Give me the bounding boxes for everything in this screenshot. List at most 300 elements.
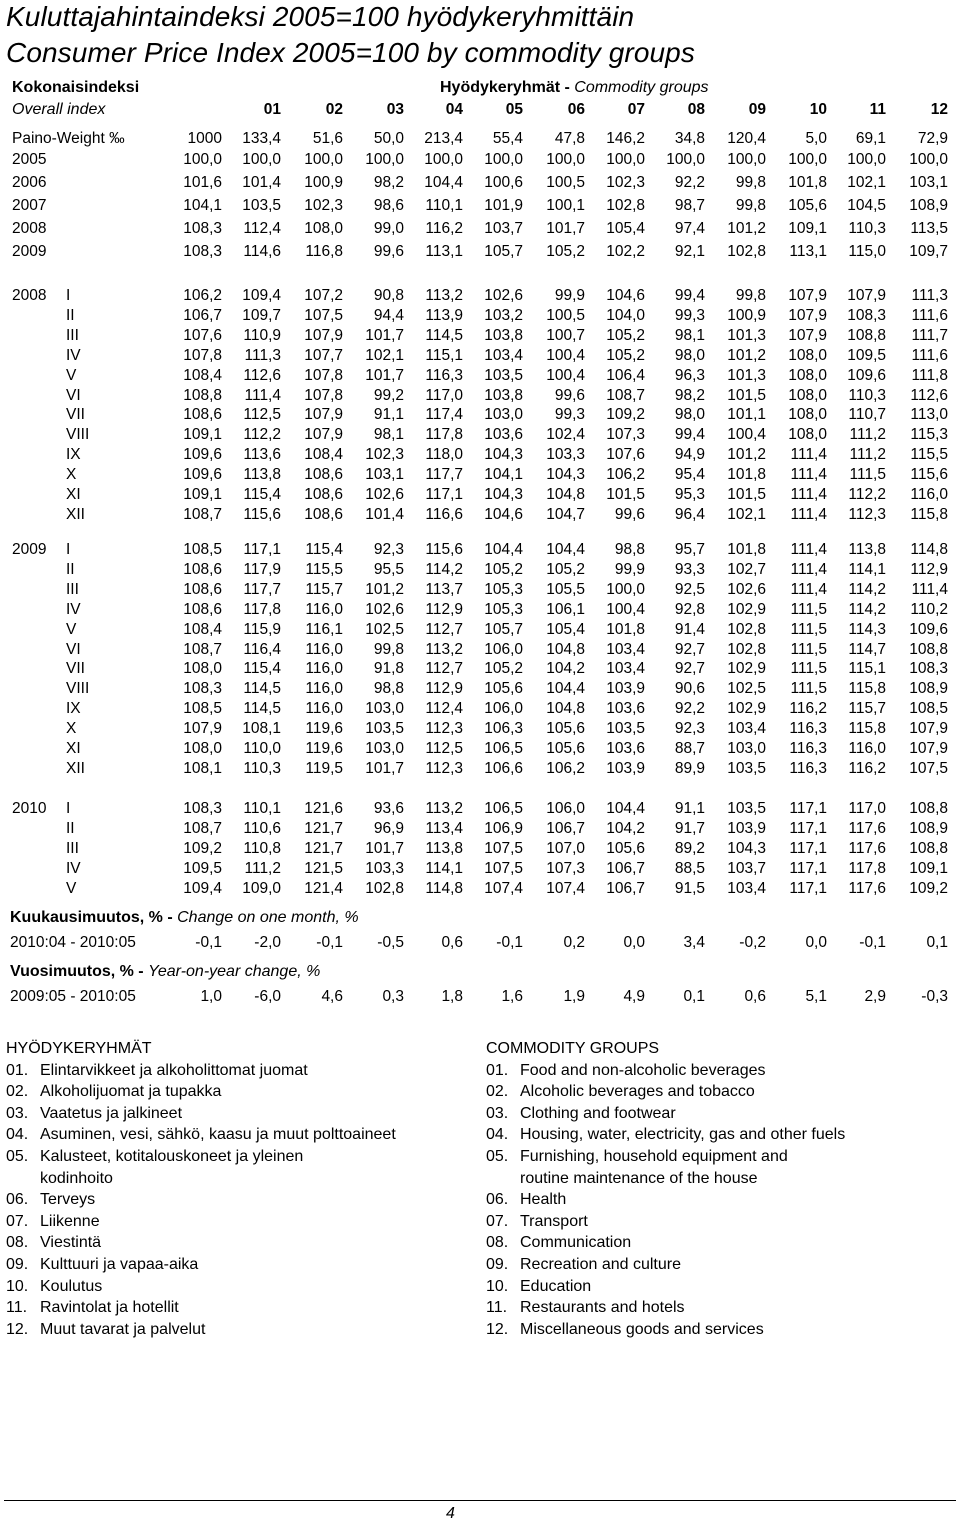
table-cell: 112,6 xyxy=(910,387,948,404)
table-cell: 116,1 xyxy=(305,621,343,638)
table-cell: 117,6 xyxy=(848,820,886,837)
month-label: XI xyxy=(66,740,81,757)
table-cell: 106,7 xyxy=(606,880,645,897)
legend-item xyxy=(486,1189,845,1211)
legend-heading: HYÖDYKERYHMÄT xyxy=(6,1040,152,1057)
table-cell: 108,3 xyxy=(847,307,886,324)
table-cell: 108,8 xyxy=(909,800,948,817)
table-cell: 116,2 xyxy=(789,700,827,717)
monthly-row xyxy=(0,659,960,679)
table-cell: 106,5 xyxy=(484,740,523,757)
legend-item xyxy=(6,1276,396,1298)
table-cell: 100,0 xyxy=(788,151,827,168)
table-cell: 103,9 xyxy=(606,760,645,777)
commodity-code-header: 02 xyxy=(325,101,343,118)
table-cell: 112,2 xyxy=(848,486,886,503)
table-cell: 104,7 xyxy=(546,506,585,523)
table-cell: 105,4 xyxy=(546,621,585,638)
table-cell: 103,4 xyxy=(606,660,645,677)
table-cell: 115,4 xyxy=(243,486,281,503)
annual-row xyxy=(0,219,960,239)
table-cell: 109,6 xyxy=(847,367,886,384)
table-cell: 111,3 xyxy=(244,347,281,364)
monthly-change-heading-en: Change on one month, % xyxy=(177,909,359,926)
legend-item-text: Viestintä xyxy=(40,1234,102,1252)
legend-item-number: 02. xyxy=(6,1083,29,1101)
legend-item-number: 11. xyxy=(6,1299,28,1317)
table-cell: 103,8 xyxy=(484,327,523,344)
table-cell: 104,1 xyxy=(484,466,523,483)
table-cell: 0,3 xyxy=(382,988,404,1005)
table-cell: 92,3 xyxy=(674,720,705,737)
monthly-row xyxy=(0,346,960,366)
annual-row xyxy=(0,242,960,262)
annual-change-row xyxy=(0,987,960,1007)
table-cell: 116,3 xyxy=(425,367,463,384)
monthly-row xyxy=(0,600,960,620)
table-cell: 103,4 xyxy=(484,347,523,364)
table-cell: 107,3 xyxy=(606,426,645,443)
commodity-code-header: 05 xyxy=(505,101,523,118)
year-label: 2009 xyxy=(12,243,47,260)
table-cell: 101,8 xyxy=(606,621,645,638)
year-label: 2010 xyxy=(12,800,47,817)
table-cell: 99,8 xyxy=(373,641,404,658)
table-cell: 110,9 xyxy=(243,327,281,344)
table-cell: 103,0 xyxy=(365,740,404,757)
table-cell: 100,0 xyxy=(606,581,645,598)
table-cell: 92,1 xyxy=(674,243,705,260)
table-cell: 112,4 xyxy=(425,700,463,717)
legend-en xyxy=(486,1038,845,1340)
commodity-code-header: 01 xyxy=(263,101,281,118)
month-label: V xyxy=(66,367,77,384)
legend-item-text: Housing, water, electricity, gas and other fuels xyxy=(520,1126,846,1144)
table-cell: 100,0 xyxy=(666,151,705,168)
table-cell: 111,5 xyxy=(790,660,827,677)
table-cell: 117,1 xyxy=(789,860,827,877)
table-cell: 115,1 xyxy=(425,347,463,364)
table-cell: 107,8 xyxy=(304,387,343,404)
month-label: VIII xyxy=(66,426,90,443)
table-cell: 116,0 xyxy=(305,680,343,697)
table-cell: 104,2 xyxy=(606,820,645,837)
table-cell: 110,7 xyxy=(848,406,886,423)
table-cell: 100,0 xyxy=(183,151,222,168)
table-cell: 108,6 xyxy=(183,581,222,598)
table-cell: 94,4 xyxy=(373,307,404,324)
month-label: XII xyxy=(66,760,85,777)
year-label: 2006 xyxy=(12,174,47,191)
table-cell: 112,3 xyxy=(425,720,463,737)
annual-change-heading-en: Year-on-year change, % xyxy=(148,963,321,980)
commodity-code-header: 07 xyxy=(627,101,645,118)
legend-heading: COMMODITY GROUPS xyxy=(486,1040,660,1057)
table-cell: 115,4 xyxy=(305,541,343,558)
annual-row xyxy=(0,196,960,216)
table-cell: 101,7 xyxy=(365,760,404,777)
table-cell: 109,1 xyxy=(183,486,222,503)
table-cell: 51,6 xyxy=(312,130,343,147)
table-cell: 112,6 xyxy=(243,367,281,384)
table-cell: 105,7 xyxy=(484,621,523,638)
table-cell: 113,2 xyxy=(425,287,463,304)
table-cell: 117,1 xyxy=(789,820,827,837)
table-cell: 0,2 xyxy=(563,934,585,951)
table-cell: -0,1 xyxy=(859,934,886,951)
weight-label: Paino-Weight ‰ xyxy=(12,130,125,147)
table-cell: 4,6 xyxy=(321,988,343,1005)
table-cell: 117,8 xyxy=(243,601,281,618)
table-cell: 111,4 xyxy=(244,387,281,404)
year-label: 2007 xyxy=(12,197,47,214)
table-cell: 104,3 xyxy=(484,446,523,463)
legend-item-continuation: kodinhoito xyxy=(40,1169,113,1187)
page-title-fi: Kuluttajahintaindeksi 2005=100 hyödykeryhmittäin xyxy=(6,1,635,32)
table-cell: 94,9 xyxy=(674,446,705,463)
table-cell: 109,7 xyxy=(242,307,281,324)
table-cell: 108,0 xyxy=(183,740,222,757)
table-cell: 100,5 xyxy=(546,174,585,191)
legend-item-text: Koulutus xyxy=(40,1277,103,1295)
legend-item-number: 01. xyxy=(6,1061,29,1079)
table-cell: 108,4 xyxy=(183,367,222,384)
legend-item xyxy=(6,1103,396,1125)
table-cell: 119,6 xyxy=(305,720,343,737)
legend-item-text: Miscellaneous goods and services xyxy=(520,1320,764,1338)
table-cell: 105,2 xyxy=(484,660,523,677)
table-cell: 121,5 xyxy=(304,860,343,877)
table-cell: 101,7 xyxy=(546,220,585,237)
table-cell: 0,6 xyxy=(441,934,463,951)
table-cell: 1,9 xyxy=(563,988,585,1005)
table-cell: 0,6 xyxy=(744,988,766,1005)
table-cell: 107,9 xyxy=(183,720,222,737)
table-cell: 105,6 xyxy=(546,720,585,737)
monthly-change-heading-fi: Kuukausimuutos, % - xyxy=(10,909,178,926)
legend-item xyxy=(6,1211,396,1233)
table-cell: 109,4 xyxy=(183,880,222,897)
table-cell: -0,1 xyxy=(316,934,343,951)
table-cell: 93,3 xyxy=(674,561,705,578)
table-cell: 95,7 xyxy=(674,541,705,558)
table-cell: 103,9 xyxy=(606,680,645,697)
table-cell: 103,6 xyxy=(484,426,523,443)
table-cell: 108,1 xyxy=(183,760,222,777)
table-cell: 107,2 xyxy=(304,287,343,304)
table-cell: 103,3 xyxy=(365,860,404,877)
month-label: VI xyxy=(66,641,81,658)
table-cell: 102,9 xyxy=(727,700,766,717)
table-cell: 108,6 xyxy=(183,406,222,423)
annual-row xyxy=(0,173,960,193)
table-cell: 116,3 xyxy=(789,720,827,737)
table-cell: 4,9 xyxy=(623,988,645,1005)
legend-item-text: Transport xyxy=(520,1212,588,1230)
legend-item-number: 12. xyxy=(6,1320,29,1338)
commodity-groups-heading-fi: Hyödykeryhmät - xyxy=(440,79,575,96)
annual-change-period: 2009:05 - 2010:05 xyxy=(10,988,136,1005)
table-cell: 102,8 xyxy=(727,641,766,658)
table-cell: 101,8 xyxy=(727,466,766,483)
table-cell: 108,6 xyxy=(304,506,343,523)
table-cell: 108,0 xyxy=(788,426,827,443)
table-cell: 116,8 xyxy=(305,243,343,260)
table-cell: 108,8 xyxy=(847,327,886,344)
table-cell: 102,6 xyxy=(484,287,523,304)
table-cell: 113,2 xyxy=(425,800,463,817)
table-cell: 98,8 xyxy=(373,680,404,697)
table-cell: 107,9 xyxy=(304,406,343,423)
table-cell: 69,1 xyxy=(855,130,886,147)
table-cell: 115,6 xyxy=(425,541,463,558)
table-cell: 90,8 xyxy=(373,287,404,304)
table-cell: 107,9 xyxy=(788,327,827,344)
month-label: II xyxy=(66,307,75,324)
legend-item xyxy=(6,1124,396,1146)
table-cell: 103,5 xyxy=(727,800,766,817)
table-cell: 3,4 xyxy=(683,934,705,951)
table-cell: 72,9 xyxy=(917,130,948,147)
monthly-row xyxy=(0,465,960,485)
month-label: X xyxy=(66,466,77,483)
table-cell: 116,0 xyxy=(848,740,886,757)
table-cell: 107,8 xyxy=(183,347,222,364)
table-cell: 108,9 xyxy=(909,820,948,837)
table-cell: 103,4 xyxy=(727,720,766,737)
table-cell: 114,2 xyxy=(425,561,463,578)
table-cell: 116,0 xyxy=(910,486,948,503)
monthly-row xyxy=(0,799,960,819)
table-cell: 109,6 xyxy=(183,466,222,483)
table-cell: 115,0 xyxy=(848,243,886,260)
legend-item-number: 03. xyxy=(6,1104,29,1122)
table-cell: 104,3 xyxy=(484,486,523,503)
table-cell: 114,5 xyxy=(425,327,463,344)
table-cell: 99,6 xyxy=(373,243,404,260)
table-cell: 55,4 xyxy=(492,130,523,147)
table-cell: 110,3 xyxy=(848,220,886,237)
table-cell: 113,7 xyxy=(425,581,463,598)
table-cell: 101,5 xyxy=(727,486,766,503)
legend-item-number: 03. xyxy=(486,1104,509,1122)
table-cell: 106,1 xyxy=(546,601,585,618)
table-cell: -0,1 xyxy=(496,934,523,951)
table-cell: 117,7 xyxy=(425,466,463,483)
table-cell: 113,8 xyxy=(848,541,886,558)
table-cell: 2,9 xyxy=(864,988,886,1005)
table-cell: 102,8 xyxy=(365,880,404,897)
table-cell: 96,3 xyxy=(674,367,705,384)
table-cell: 121,6 xyxy=(304,800,343,817)
table-cell: 115,8 xyxy=(910,506,948,523)
table-cell: 107,4 xyxy=(484,880,523,897)
table-cell: 106,7 xyxy=(546,820,585,837)
legend-item xyxy=(6,1319,396,1341)
legend-item-number: 12. xyxy=(486,1320,509,1338)
month-label: IX xyxy=(66,700,81,717)
annual-row xyxy=(0,150,960,170)
commodity-code-header: 11 xyxy=(869,101,886,118)
monthly-row xyxy=(0,286,960,306)
table-cell: 98,0 xyxy=(674,347,705,364)
year-label: 2005 xyxy=(12,151,47,168)
table-cell: -2,0 xyxy=(254,934,281,951)
table-cell: 105,7 xyxy=(484,243,523,260)
table-cell: 103,6 xyxy=(606,700,645,717)
table-cell: 105,2 xyxy=(606,347,645,364)
table-cell: 108,6 xyxy=(304,486,343,503)
table-cell: 103,8 xyxy=(484,387,523,404)
table-cell: 100,0 xyxy=(847,151,886,168)
table-cell: 108,4 xyxy=(304,446,343,463)
table-cell: 111,6 xyxy=(911,307,948,324)
table-cell: 111,5 xyxy=(790,621,827,638)
table-cell: 92,8 xyxy=(674,601,705,618)
table-cell: 103,0 xyxy=(727,740,766,757)
legend-item-number: 01. xyxy=(486,1061,509,1079)
table-cell: 111,2 xyxy=(849,426,886,443)
table-cell: 109,1 xyxy=(909,860,948,877)
monthly-row xyxy=(0,859,960,879)
overall-index-label-fi: Kokonaisindeksi xyxy=(12,79,140,96)
table-cell: 108,9 xyxy=(909,197,948,214)
table-cell: 108,3 xyxy=(183,243,222,260)
table-cell: 103,0 xyxy=(484,406,523,423)
table-cell: 100,0 xyxy=(727,151,766,168)
month-label: V xyxy=(66,880,77,897)
table-cell: 101,5 xyxy=(606,486,645,503)
table-cell: 50,0 xyxy=(373,130,404,147)
table-cell: 104,8 xyxy=(546,486,585,503)
table-cell: 102,8 xyxy=(606,197,645,214)
commodity-groups-heading-en: Commodity groups xyxy=(574,79,709,96)
table-cell: 115,9 xyxy=(243,621,281,638)
table-cell: 108,7 xyxy=(183,506,222,523)
table-cell: 101,8 xyxy=(727,541,766,558)
table-cell: 110,3 xyxy=(848,387,886,404)
table-cell: 104,4 xyxy=(424,174,463,191)
table-cell: 113,8 xyxy=(243,466,281,483)
table-cell: 99,3 xyxy=(554,406,585,423)
table-cell: 104,1 xyxy=(183,197,222,214)
table-cell: 105,3 xyxy=(484,581,523,598)
table-cell: 101,5 xyxy=(727,387,766,404)
table-cell: 112,9 xyxy=(425,680,463,697)
table-cell: 98,1 xyxy=(373,426,404,443)
table-cell: 104,4 xyxy=(546,680,585,697)
table-cell: 1,6 xyxy=(501,988,523,1005)
table-cell: 108,9 xyxy=(909,680,948,697)
table-cell: 108,6 xyxy=(183,561,222,578)
table-cell: 91,1 xyxy=(373,406,404,423)
table-cell: 100,6 xyxy=(484,174,523,191)
table-cell: 103,0 xyxy=(365,700,404,717)
monthly-row xyxy=(0,505,960,525)
table-cell: 116,0 xyxy=(305,700,343,717)
month-label: III xyxy=(66,327,79,344)
table-cell: 99,9 xyxy=(614,561,645,578)
page-title-en: Consumer Price Index 2005=100 by commodity groups xyxy=(6,37,695,68)
table-cell: 108,7 xyxy=(606,387,645,404)
legend-item xyxy=(6,1254,396,1276)
table-cell: 101,6 xyxy=(183,174,222,191)
table-cell: 0,0 xyxy=(623,934,645,951)
table-cell: 102,6 xyxy=(727,581,766,598)
table-cell: 99,8 xyxy=(735,174,766,191)
table-cell: 115,7 xyxy=(305,581,343,598)
table-cell: 115,8 xyxy=(848,720,886,737)
table-cell: 102,1 xyxy=(365,347,404,364)
legend-item-number: 04. xyxy=(486,1126,509,1144)
table-cell: 101,2 xyxy=(365,581,404,598)
legend-item-text: Kalusteet, kotitalouskoneet ja yleinen xyxy=(40,1147,304,1165)
legend-item xyxy=(486,1124,845,1146)
table-cell: 90,6 xyxy=(674,680,705,697)
year-label: 2008 xyxy=(12,220,47,237)
table-cell: 111,4 xyxy=(790,506,827,523)
monthly-row xyxy=(0,739,960,759)
table-cell: 104,3 xyxy=(546,466,585,483)
table-cell: 106,0 xyxy=(484,700,523,717)
commodity-code-header: 03 xyxy=(386,101,404,118)
table-cell: 100,9 xyxy=(304,174,343,191)
table-cell: 106,0 xyxy=(546,800,585,817)
table-cell: 101,7 xyxy=(365,840,404,857)
table-cell: 108,3 xyxy=(183,800,222,817)
table-cell: 107,7 xyxy=(304,347,343,364)
table-cell: 113,4 xyxy=(425,820,463,837)
monthly-row xyxy=(0,839,960,859)
table-cell: 107,9 xyxy=(304,327,343,344)
table-cell: 98,2 xyxy=(373,174,404,191)
table-cell: 104,3 xyxy=(727,840,766,857)
table-cell: 1,8 xyxy=(441,988,463,1005)
table-cell: 115,3 xyxy=(910,426,948,443)
monthly-row xyxy=(0,405,960,425)
table-cell: 88,5 xyxy=(674,860,705,877)
table-cell: 106,4 xyxy=(606,367,645,384)
table-cell: 101,4 xyxy=(365,506,404,523)
table-cell: 105,4 xyxy=(606,220,645,237)
table-cell: 116,6 xyxy=(425,506,463,523)
legend-item xyxy=(486,1297,845,1319)
legend-item xyxy=(6,1060,396,1082)
table-cell: 112,7 xyxy=(425,621,463,638)
table-cell: 96,4 xyxy=(674,506,705,523)
table-cell: 100,0 xyxy=(546,151,585,168)
legend-item-number: 09. xyxy=(6,1255,29,1273)
table-cell: 108,7 xyxy=(183,820,222,837)
table-cell: 106,7 xyxy=(183,307,222,324)
legend-fi xyxy=(6,1038,396,1340)
legend-item-number: 05. xyxy=(486,1147,509,1165)
table-cell: 107,5 xyxy=(484,840,523,857)
table-cell: 104,5 xyxy=(847,197,886,214)
weight-row xyxy=(0,129,960,149)
month-label: I xyxy=(66,287,71,304)
table-cell: 115,6 xyxy=(243,506,281,523)
table-cell: 115,7 xyxy=(848,700,886,717)
table-cell: 116,3 xyxy=(789,740,827,757)
table-cell: 109,0 xyxy=(242,880,281,897)
monthly-row xyxy=(0,485,960,505)
table-cell: 112,3 xyxy=(425,760,463,777)
legend-item-text: Furnishing, household equipment and xyxy=(520,1147,788,1165)
table-cell: 110,1 xyxy=(425,197,463,214)
table-cell: 1000 xyxy=(187,130,222,147)
table-cell: 111,4 xyxy=(911,581,948,598)
